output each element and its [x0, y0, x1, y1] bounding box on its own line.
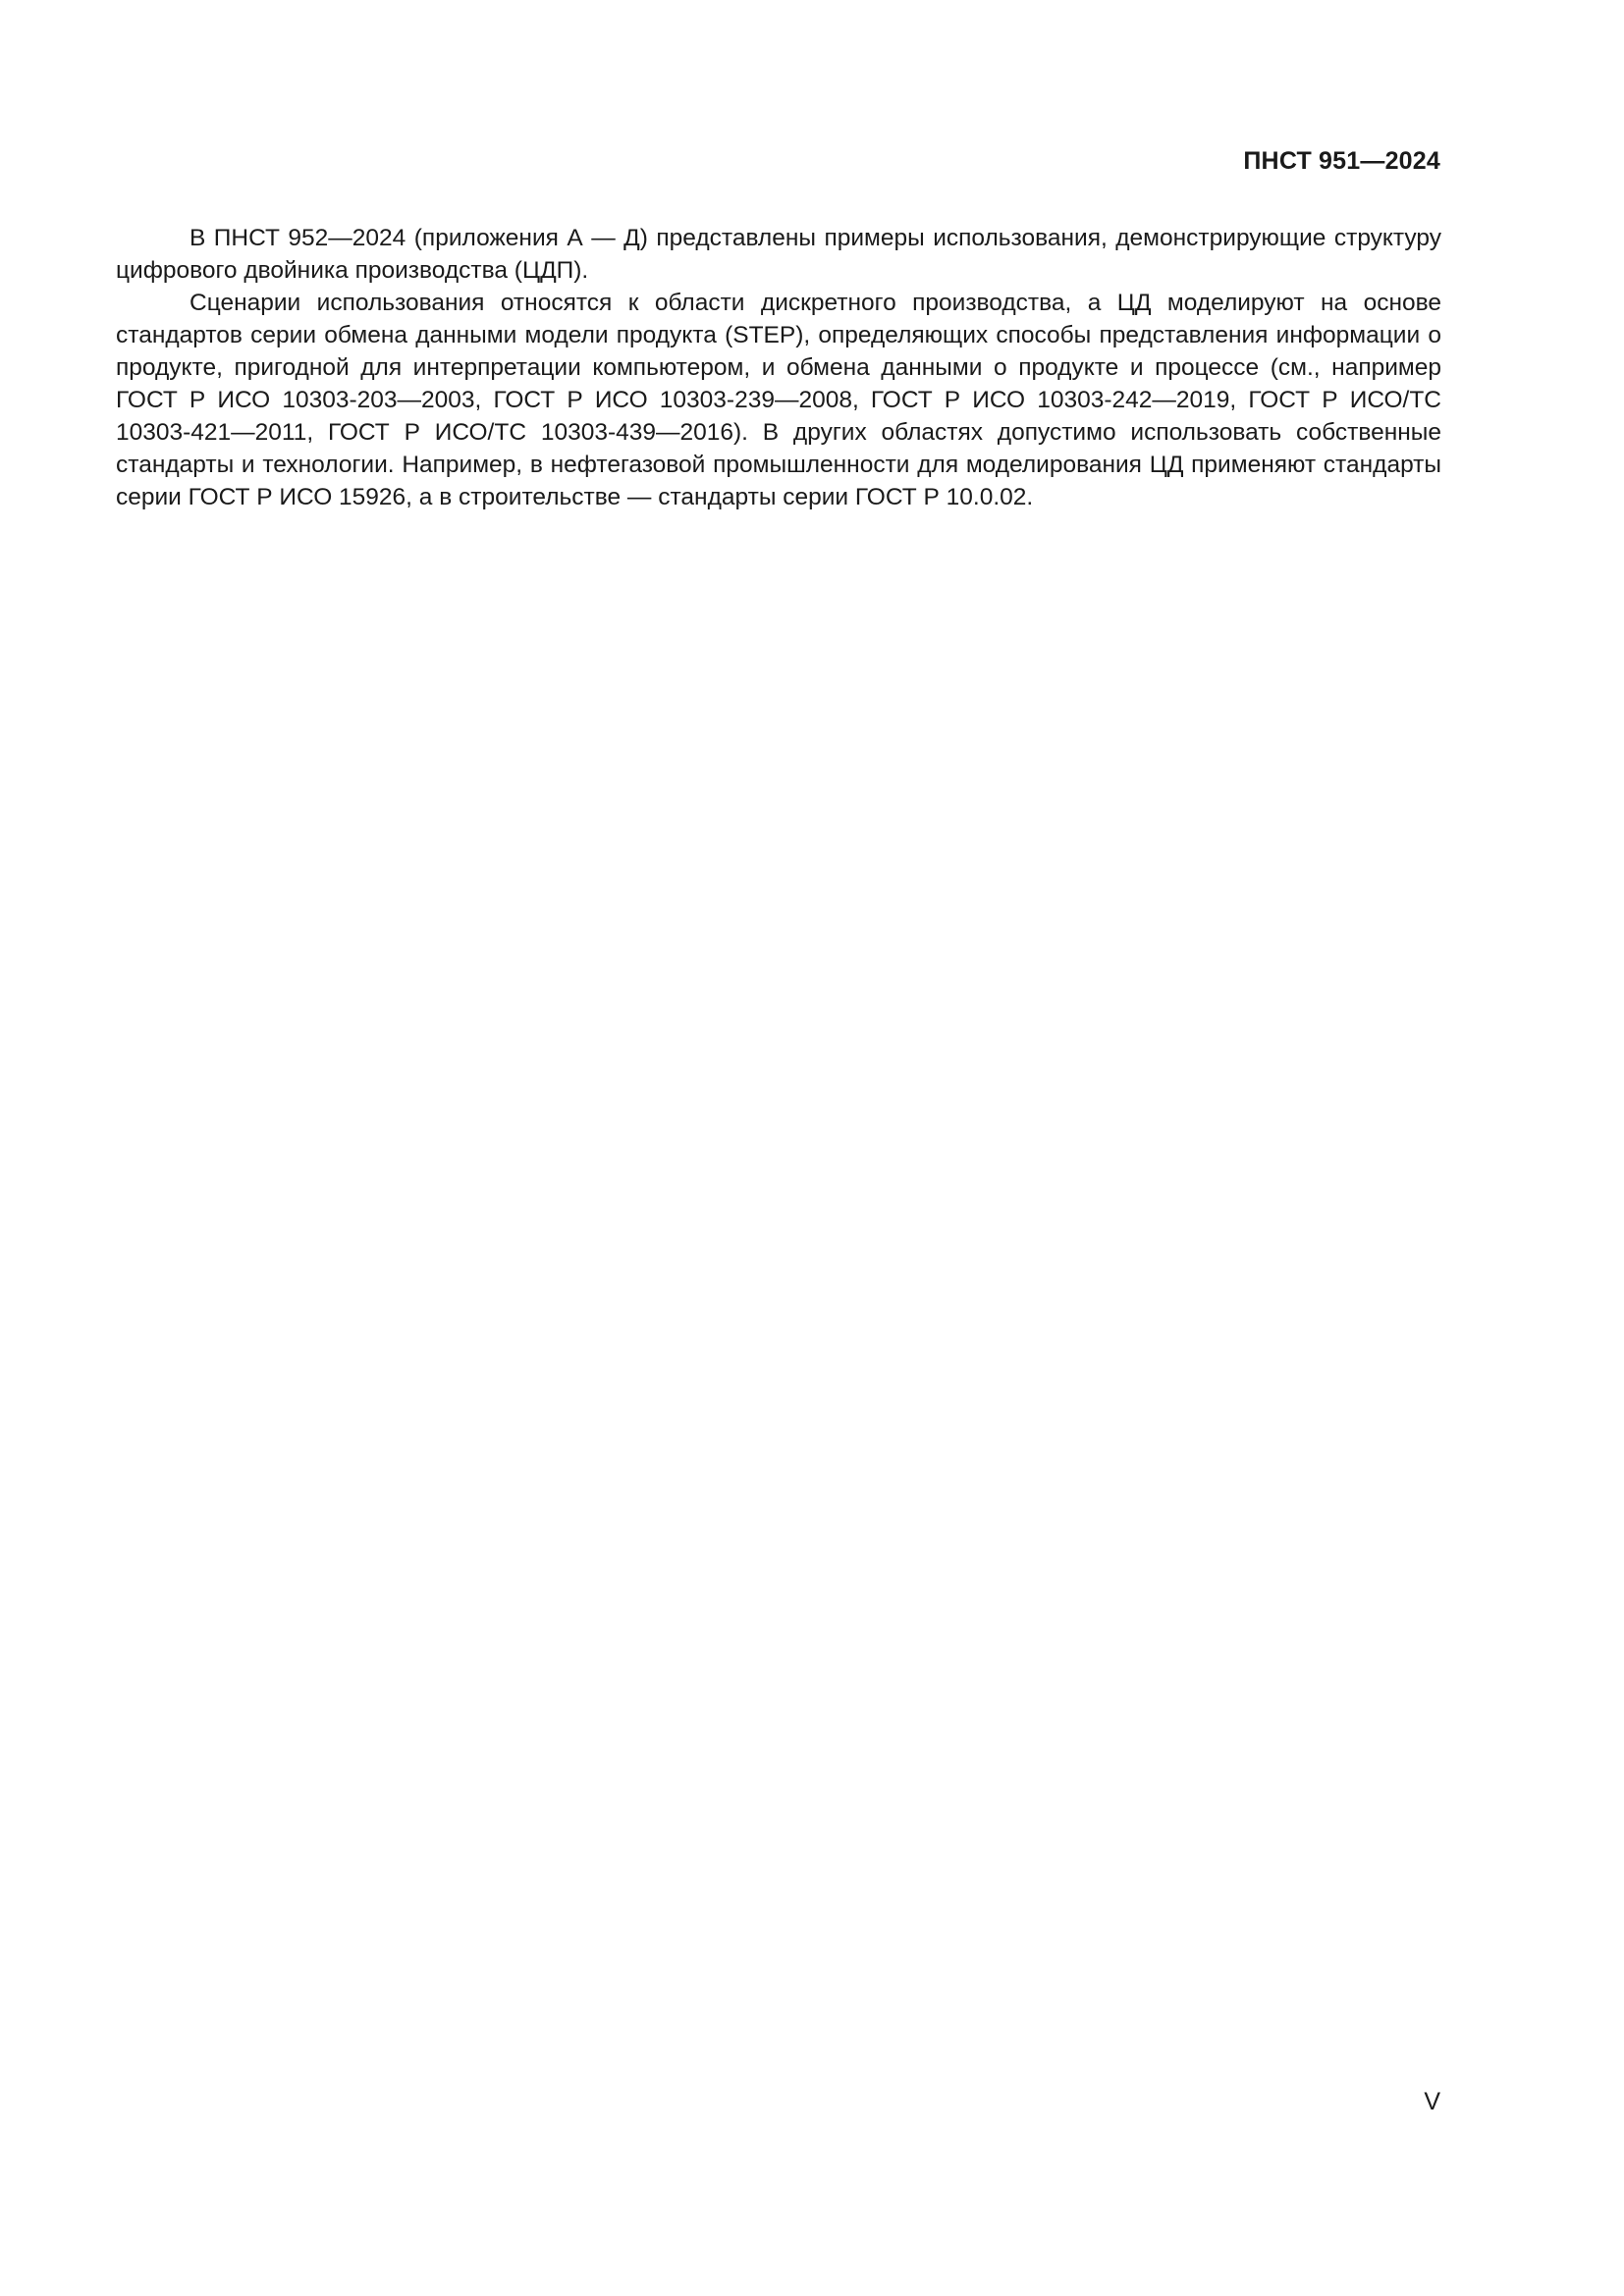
paragraph-2: Сценарии использования относятся к области дискретного производства, а ЦД моделируют на основе стандартов серии обмена данными модели продукта (STEP), определяющих способы представления информации о продукте, пригодной для интерпретации компьютером, и обмена данными о продукте и процессе (см., например ГОСТ Р ИСО 10303-203—2003, ГОСТ Р ИСО 10303-239—2008, ГОСТ Р ИСО 10303-242—2019, ГОСТ Р ИСО/ТС 10303-421—2011, ГОСТ Р ИСО/ТС 10303-439—2016). В других областях допустимо использовать собственные стандарты и технологии. Например, в нефтегазовой промышленности для моделирования ЦД применяют стандарты серии ГОСТ Р ИСО 15926, а в строительстве — стандарты серии ГОСТ Р 10.0.02. — [116, 290, 1441, 510]
body-text — [116, 222, 1441, 513]
paragraph-1: В ПНСТ 952—2024 (приложения А — Д) представлены примеры использования, демонстрирующие структуру цифрового двойника производства (ЦДП). — [116, 225, 1441, 284]
page-number: V — [1424, 2088, 1440, 2115]
standard-code: ПНСТ 951—2024 — [1243, 147, 1440, 175]
